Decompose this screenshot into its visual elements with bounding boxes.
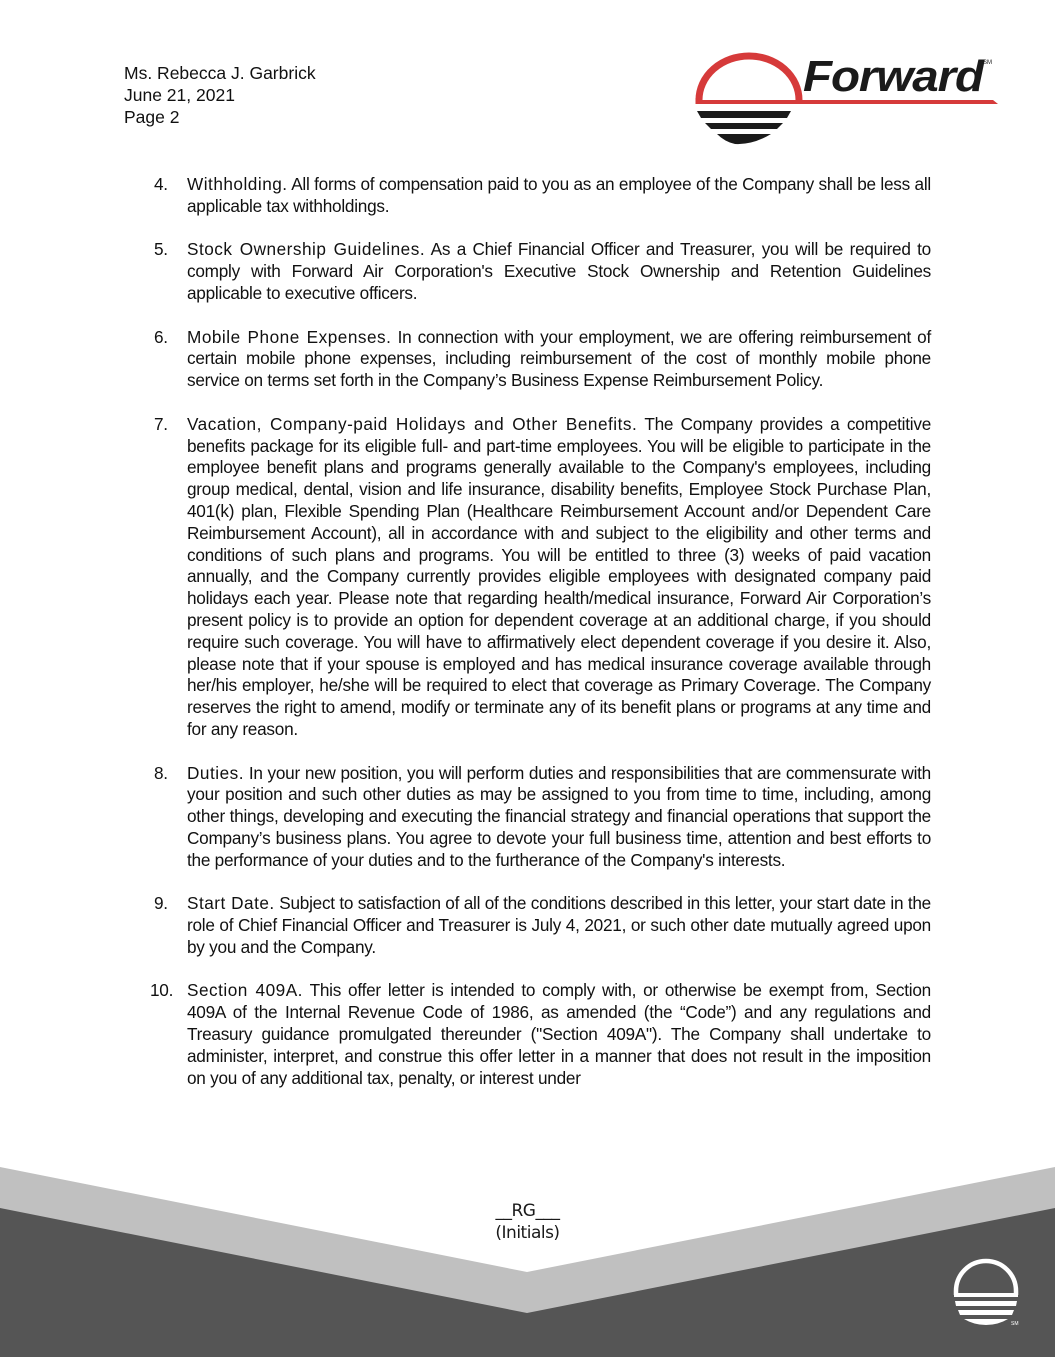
item-number: 8.: [154, 762, 168, 783]
item-number: 6.: [154, 326, 168, 347]
item-title: Vacation, Company-paid Holidays and Other Benefits.: [187, 413, 638, 434]
logo-arc-icon: [699, 56, 799, 100]
list-item: [150, 414, 931, 741]
item-number: 10.: [150, 980, 174, 1001]
footer-service-mark: SM: [1011, 1321, 1019, 1327]
list-item: [150, 174, 931, 218]
list-item: [150, 327, 931, 392]
item-number: 4.: [154, 174, 168, 194]
item-text: In connection with your employment, we are offering reimbursement of certain mobile phone expenses, including reimbursement of the cost of monthly mobile phone service on terms set forth in the Company’s Business Expense Reimbursement Policy.: [187, 326, 931, 391]
letter-body: [150, 174, 931, 1111]
item-text: As a Chief Financial Officer and Treasurer, you will be required to comply with Forward Air Corporation's Executive Stock Ownership and Retention Guidelines applicable to executive officers.: [187, 239, 931, 303]
item-title: Mobile Phone Expenses.: [187, 326, 392, 347]
item-number: 9.: [154, 893, 168, 914]
logo-stripe-1: [697, 111, 791, 118]
item-number: 7.: [154, 413, 168, 434]
forward-logo: [693, 50, 1003, 150]
item-text: The Company provides a competitive benefits package for its eligible full- and part-time employees. You will be eligible to participate in the employee benefit plans and programs generally available to the Company's employees, including group medical, dental, vision and life insurance, disability benefits, Employee Stock Purchase Plan, 401(k) plan, Flexible Spending Plan (Healthcare Reimbursement Account and/or Dependent Care Reimbursement Account), all in accordance with and subject to the eligibility and other terms and conditions of such plans and programs. You will be entitled to three (3) weeks of paid vacation annually, and the Company currently provides eligible employees with designated company paid holidays each year. Please note that regarding health/medical insurance, Forward Air Corporation’s present policy is to provide an option for dependent coverage at an additional charge, if you should require such coverage. You will have to affirmatively elect dependent coverage if you desire it. Also, please note that if your spouse is employed and has medical insurance coverage available through her/his employer, he/she will be required to elect that coverage as Primary Coverage. The Company reserves the right to amend, modify or terminate any of its benefit plans or programs at any time and for any reason.: [187, 413, 931, 739]
logo-service-mark: SM: [983, 60, 992, 66]
letter-date: June 21, 2021: [124, 85, 235, 105]
item-title: Duties.: [187, 762, 244, 783]
initials-line: __RG___: [495, 1201, 560, 1221]
page-number: Page 2: [124, 107, 180, 127]
footer-sun-logo-icon: [950, 1255, 1030, 1330]
item-title: Section 409A.: [187, 980, 303, 1001]
list-item: [150, 893, 931, 958]
footer-chevron-band: [0, 1150, 1055, 1365]
item-text: Subject to satisfaction of all of the conditions described in this letter, your start date in the role of Chief Financial Officer and Treasurer is July 4, 2021, or such other date mutually agreed upon by you and the Company.: [187, 893, 931, 957]
list-item: [150, 239, 931, 304]
recipient-name: Ms. Rebecca J. Garbrick: [124, 63, 316, 83]
list-item: [150, 763, 931, 872]
letter-header: [124, 62, 316, 128]
logo-wordmark: Forward: [803, 52, 986, 101]
item-number: 5.: [154, 239, 168, 260]
item-title: Start Date.: [187, 893, 275, 914]
item-text: All forms of compensation paid to you as an employee of the Company shall be less all applicable tax withholdings.: [187, 174, 931, 216]
logo-stripe-3: [717, 134, 771, 144]
item-text: In your new position, you will perform duties and responsibilities that are commensurate with your position and such other duties as may be assigned to you from time to time, including, among other things, developing and executing the financial strategy and financial operations that support the Company’s business plans. You agree to devote your full business time, attention and best efforts to the performance of your duties and to the furtherance of the Company's interests.: [187, 762, 931, 870]
item-text: This offer letter is intended to comply with, or otherwise be exempt from, Section 409A of the Internal Revenue Code of 1986, as amended (the “Code”) and any regulations and Treasury guidance promulgated thereunder ("Section 409A"). The Company shall undertake to administer, interpret, and construe this offer letter in a manner that does not result in the imposition on you of any additional tax, penalty, or interest under: [187, 980, 931, 1088]
initials-label: (Initials): [495, 1223, 560, 1243]
initials-block: [0, 1200, 1055, 1244]
item-title: Stock Ownership Guidelines.: [187, 239, 426, 260]
logo-stripe-2: [705, 123, 783, 129]
item-title: Withholding.: [187, 174, 288, 194]
list-item: [150, 980, 931, 1089]
